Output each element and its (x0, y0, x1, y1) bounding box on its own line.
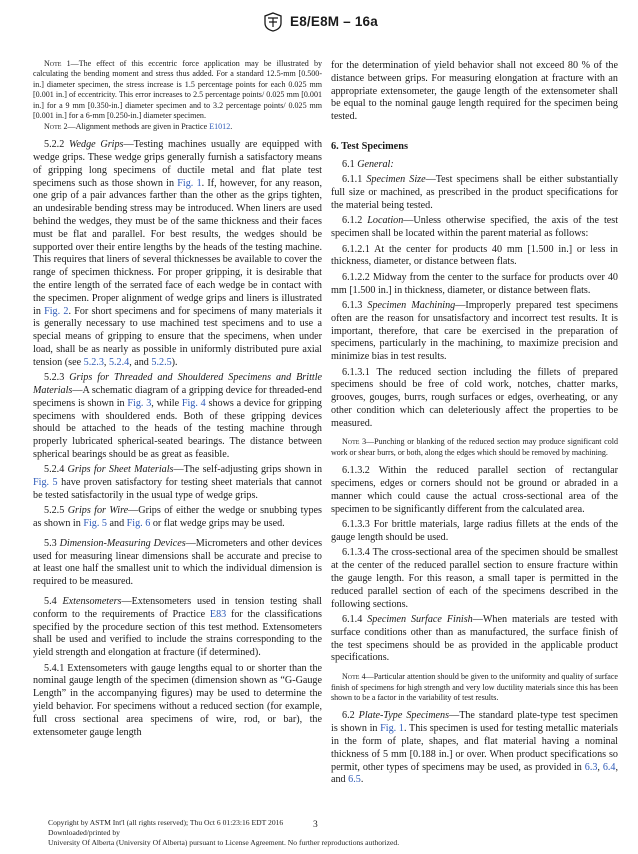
para-text: —A schematic diagram of a gripping device for threaded-end specimens is shown in (33, 384, 322, 409)
para-number: 5.2.2 (44, 139, 70, 151)
link-6-3[interactable]: 6.3 (584, 761, 598, 773)
page-number: 3 (313, 820, 318, 830)
note-text: 1—The effect of this eccentric force application may be illustrated by calculating the bending moment and stress thus added. For a standard 12.5-mm [0.500-in.] diameter specimen, the stress increase is 1.5 percentage points for each 0.025 mm [0.001 in.] of eccentricity. This error increases to 2.5 percentage points/ 0.025 mm [0.001 in.] for a 9 mm [0.350-in.] diameter specimen and to 3.2 percentage points/ 0.025 mm [0.001 in.] for a 6-mm [0.250-in.] diameter specimen. (33, 59, 322, 121)
para-text: —Grips of either the wedge or snubbing types as shown in (33, 505, 322, 530)
para-text: —Extensometers used in tension testing shall conform to the requirements of Practice (33, 596, 322, 620)
para-number: 5.2.3 (44, 372, 70, 384)
para-text: —The self-adjusting grips shown in (173, 464, 323, 476)
para-text: —Unless otherwise specified, the axis of the test specimen shall be located within the parent material as follows: (331, 215, 619, 240)
para-title: Grips for Threaded and Shouldered Specimens and Brittle Materials (33, 372, 322, 396)
download-line: Downloaded/printed by (48, 827, 120, 837)
para-text: , (103, 356, 109, 368)
right-column (331, 60, 618, 790)
note-label: Note (342, 672, 360, 682)
paragraph-6-1-2 (331, 215, 618, 241)
note-2 (33, 122, 322, 132)
para-number: 5.3 (44, 537, 60, 549)
para-title: Plate-Type Specimens (358, 710, 450, 722)
link-fig-5[interactable]: Fig. 5 (33, 477, 58, 489)
left-column (33, 59, 322, 742)
link-5-2-4[interactable]: 5.2.4 (108, 356, 130, 368)
para-text: —Micrometers and other devices used for measuring linear dimensions shall be accurate and precise to at least one half the smallest unit to which the individual dimension is required to be measured. (33, 537, 323, 588)
note-text: 4—Particular attention should be given to the uniformity and quality of surface finish of specimens for high strength and very low ductility materials since this has been shown to be a factor in the variability of test results. (331, 672, 618, 703)
paragraph-6-1-2-1: 6.1.2.1 At the center for products 40 mm [1.500 in.] or less in thickness, diameter, or distance between flats. (331, 243, 618, 268)
copyright-line: Copyright by ASTM Int'l (all rights reserved); Thu Oct 6 01:23:16 EDT 2016 (48, 818, 284, 827)
para-text: . This specimen is used for testing metallic materials in the form of plate, shapes, and flat material having a nominal thickness of 5 mm [0.188 in.] or over. When product specifications so permit, other types of specimens may be used, as provided in (331, 723, 618, 773)
para-text: —The standard plate-type test specimen is shown in (331, 710, 618, 735)
paragraph-6-1-3-2: 6.1.3.2 Within the reduced parallel section of rectangular specimens, edges or corners should not be ground or abraded in a manner which could cause the actual cross-sectional area of the specimen to be significantly different from the calculated area. (331, 465, 618, 515)
paragraph-5-2-3 (33, 372, 322, 462)
link-fig-1[interactable]: Fig. 1 (177, 177, 202, 189)
astm-logo-icon (262, 12, 284, 32)
para-text: or flat wedge grips may be used. (150, 518, 285, 530)
link-5-2-3[interactable]: 5.2.3 (83, 356, 104, 368)
link-fig-6[interactable]: Fig. 6 (126, 518, 151, 530)
para-text: . (360, 774, 364, 786)
link-fig-1[interactable]: Fig. 1 (380, 723, 404, 735)
note-label: Note (44, 59, 62, 68)
paragraph-5-2-2 (33, 139, 322, 369)
para-text: , (597, 761, 603, 773)
para-number: 6.1.1 (342, 174, 367, 186)
para-number: 5.2.4 (44, 464, 68, 476)
para-title: Grips for Sheet Materials (67, 464, 174, 476)
link-fig-4[interactable]: Fig. 4 (181, 397, 206, 409)
paragraph-5-2-4 (33, 464, 322, 502)
paragraph-6-2 (331, 710, 618, 787)
para-number: 6.1 (342, 158, 358, 170)
paragraph-6-1-3-1: 6.1.3.1 The reduced section including the fillets of prepared specimens should be free of cold work, notches, chatter marks, grooves, gouges, burrs, rough surfaces or edges, overheating, or any other condition which can deleteriously affect the properties to be measured. (331, 366, 618, 429)
note-text: 2—Alignment methods are given in Practice (63, 121, 210, 131)
para-number: 5.4 (44, 596, 63, 608)
paragraph-5-4 (33, 596, 322, 660)
paragraph-continuation: for the determination of yield behavior shall not exceed 80 % of the distance between grips. For measuring elongation at fracture with an appropriate extensometer, the gauge length of the extensometer shall be equal to the nominal gauge length required for the specimen being tested. (331, 60, 618, 123)
page-footer (48, 818, 399, 848)
para-number: 6.1.3 (342, 299, 368, 311)
paragraph-6-1-2-2: 6.1.2.2 Midway from the center to the surface for products over 40 mm [1.500 in.] in thickness, diameter, or distance between flats. (331, 271, 618, 296)
para-title: Dimension-Measuring Devices (59, 537, 186, 549)
para-title: Specimen Machining (367, 299, 456, 311)
para-number: 6.1.2 (342, 215, 368, 227)
link-fig-2[interactable]: Fig. 2 (44, 305, 69, 317)
paragraph-6-1-3-4: 6.1.3.4 The cross-sectional area of the specimen should be smallest at the center of the reduced parallel section to ensure fracture within the gauge length. For this reason, a small taper is permitted in the reduced parallel section of each of the specimens described in the following sections. (331, 547, 618, 610)
para-text: , and (129, 356, 152, 368)
para-text: —Testing machines usually are equipped with wedge grips. These wedge grips generally furnish a satisfactory means of gripping long specimens of ductile metal and flat plate test specimens such as those shown in (33, 139, 323, 189)
note-4 (331, 672, 618, 703)
note-label: Note (342, 437, 360, 447)
para-text: , and (331, 761, 618, 786)
para-text: have proven satisfactory for testing sheet materials that cannot be tested satisfactorily in the usual type of wedge grips. (33, 477, 322, 501)
note-1 (33, 59, 322, 122)
para-title: Specimen Size (366, 174, 426, 186)
link-e83[interactable]: E83 (209, 608, 227, 620)
note-text: . (230, 121, 233, 131)
para-number: 6.1.4 (342, 613, 368, 625)
section-heading-6: 6. Test Specimens (331, 140, 408, 152)
paragraph-5-4-1: 5.4.1 Extensometers with gauge lengths equal to or shorter than the nominal gauge length of the specimen (dimension shown as “G-Gauge Length” in the accompanying figures) may be used to determine the yield behavior. For specimens without a reduced section (for example, full cross sectional area specimens of wire, rod, or bar), the extensometer gauge length (33, 662, 322, 738)
para-number: 5.2.5 (44, 505, 68, 517)
para-text: ). (171, 356, 178, 368)
paragraph-6-1-3 (331, 300, 618, 364)
para-text: . If, however, for any reason, one grip of a pair advances farther than the other as the grips tighten, an undesirable bending stress may be introduced. When liners are used behind the wedges, they must be of the same thickness and their faces must be flat and parallel. For best results, the wedges should be supported over their entire lengths by the heads of the testing machine. This requires that liners of several thicknesses be available to cover the range of specimen thickness. For proper gripping, it is desirable that the entire length of the serrated face of each wedge be in contact with the specimen. Proper alignment of wedge grips and liners is illustrated in (33, 177, 323, 317)
para-number: 6.2 (342, 710, 359, 722)
para-title: Specimen Surface Finish (367, 613, 473, 625)
paragraph-6-1-3-3: 6.1.3.3 For brittle materials, large radius fillets at the ends of the gauge length should be used. (331, 519, 618, 543)
paragraph-5-2-5 (33, 505, 322, 531)
page-header (0, 6, 638, 32)
para-text: , while (151, 397, 182, 409)
para-text: . For short specimens and for specimens of many materials it is generally necessary to use machined test specimens and to use a special means of gripping to ensure that the specimens, when under load, shall be as nearly as possible in uniformly distributed pure axial tension (see (33, 305, 322, 368)
link-e1012[interactable]: E1012 (209, 121, 231, 131)
paragraph-6-1 (331, 159, 618, 172)
link-5-2-5[interactable]: 5.2.5 (151, 356, 172, 368)
para-title: Extensometers (62, 596, 122, 608)
link-fig-5[interactable]: Fig. 5 (83, 518, 107, 530)
para-text: —When materials are tested with surface conditions other than as manufactured, the surface finish of the test specimens should be as provided in the applicable product specifications. (331, 613, 618, 664)
para-text: —Test specimens shall be either substantially full size or machined, as prescribed in the product specifications for the material being tested. (331, 174, 619, 211)
para-title: Grips for Wire (67, 505, 129, 517)
license-line: University Of Alberta (University Of Alberta) pursuant to License Agreement. No further reproductions authorized. (48, 837, 400, 847)
link-6-4[interactable]: 6.4 (602, 761, 616, 773)
para-text: shows a device for gripping specimens with shouldered ends. Both of these gripping devices should be attached to the heads of the testing machine through properly lubricated spherical-seated bearings. The distance between spherical bearings should be as great as feasible. (33, 397, 322, 460)
document-designation: E8/E8M – 16a (290, 14, 378, 29)
para-text: and (106, 518, 127, 530)
para-title: Location (367, 215, 404, 227)
note-label: Note (44, 121, 62, 131)
para-title: General: (357, 158, 394, 170)
para-text: for the classifications specified by the procedure section of this test method. Extensometers shall be used and verified to include the strains corresponding to the yield strength and elongation at fracture (if determined). (33, 608, 322, 659)
link-fig-3[interactable]: Fig. 3 (127, 397, 152, 409)
para-title: Wedge Grips (69, 139, 124, 151)
paragraph-5-3 (33, 538, 322, 589)
link-6-5[interactable]: 6.5 (348, 774, 361, 786)
paragraph-6-1-1 (331, 174, 618, 212)
para-text: —Improperly prepared test specimens often are the reason for unsatisfactory and incorrect test results. It is important, therefore, that care be exercised in the preparation of specimens, particularly in the machining, to maximize precision and minimize bias in test results. (331, 299, 618, 363)
paragraph-6-1-4 (331, 614, 618, 665)
note-3 (331, 437, 618, 458)
note-text: 3—Punching or blanking of the reduced section may produce significant cold work or shear burrs, or both, along the edges which should be removed by machining. (331, 437, 618, 457)
